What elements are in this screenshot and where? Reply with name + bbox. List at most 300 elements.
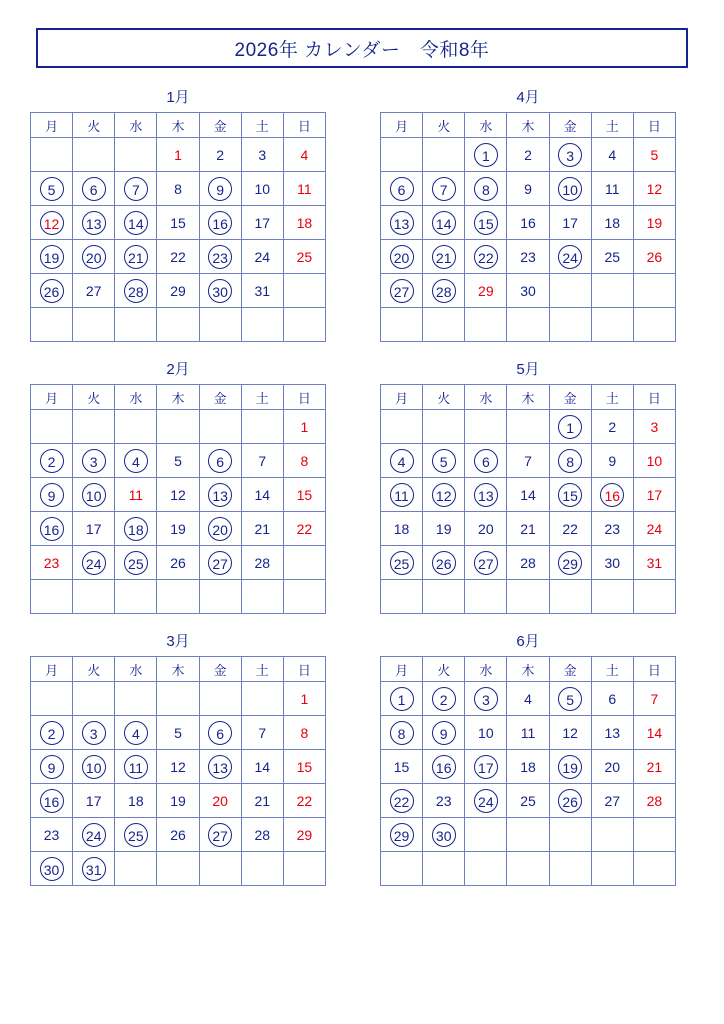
empty-cell xyxy=(241,852,283,886)
day-number: 6 xyxy=(474,449,498,473)
weekday-header: 月 xyxy=(381,113,423,138)
day-number: 20 xyxy=(208,517,232,541)
day-cell xyxy=(549,172,591,206)
weekday-header: 日 xyxy=(283,113,325,138)
day-cell xyxy=(633,682,675,716)
day-cell xyxy=(31,172,73,206)
empty-cell xyxy=(549,852,591,886)
day-number: 25 xyxy=(124,823,148,847)
day-cell xyxy=(283,172,325,206)
month-table xyxy=(380,656,676,886)
day-number: 1 xyxy=(558,415,582,439)
day-number: 11 xyxy=(390,483,414,507)
weekday-header: 金 xyxy=(549,385,591,410)
day-number: 27 xyxy=(85,282,102,299)
weekday-header: 土 xyxy=(241,113,283,138)
day-cell xyxy=(507,172,549,206)
day-cell xyxy=(283,750,325,784)
day-cell xyxy=(381,784,423,818)
weekday-header: 金 xyxy=(199,113,241,138)
day-cell xyxy=(241,138,283,172)
day-cell xyxy=(283,682,325,716)
day-cell xyxy=(507,138,549,172)
day-cell xyxy=(199,172,241,206)
day-cell xyxy=(507,274,549,308)
day-number: 18 xyxy=(128,792,144,809)
empty-cell xyxy=(199,308,241,342)
day-number: 29 xyxy=(390,823,414,847)
day-cell xyxy=(591,682,633,716)
empty-cell xyxy=(283,308,325,342)
day-number: 14 xyxy=(646,724,663,741)
empty-cell xyxy=(241,308,283,342)
day-cell xyxy=(283,784,325,818)
month-title: 3月 xyxy=(166,633,190,650)
day-number: 22 xyxy=(296,792,313,809)
day-cell xyxy=(115,818,157,852)
day-number: 24 xyxy=(646,520,663,537)
day-number: 18 xyxy=(296,214,313,231)
day-number: 17 xyxy=(85,520,102,537)
weekday-header: 水 xyxy=(115,657,157,682)
weekday-header: 火 xyxy=(423,385,465,410)
day-number: 2 xyxy=(432,687,456,711)
weekday-header: 土 xyxy=(241,657,283,682)
day-cell xyxy=(283,206,325,240)
weekday-header: 金 xyxy=(549,113,591,138)
weekday-header: 土 xyxy=(591,385,633,410)
day-cell xyxy=(73,274,115,308)
day-number: 21 xyxy=(646,758,663,775)
day-number: 7 xyxy=(432,177,456,201)
day-number: 28 xyxy=(254,554,271,571)
day-number: 21 xyxy=(520,520,536,537)
day-number: 27 xyxy=(604,792,621,809)
weekday-header: 月 xyxy=(31,113,73,138)
day-number: 8 xyxy=(390,721,414,745)
day-cell xyxy=(381,750,423,784)
day-cell xyxy=(241,784,283,818)
weekday-header: 木 xyxy=(507,385,549,410)
day-number: 1 xyxy=(300,690,309,707)
day-cell xyxy=(199,478,241,512)
day-cell xyxy=(283,444,325,478)
day-cell xyxy=(549,206,591,240)
day-number: 29 xyxy=(296,826,313,843)
week-row xyxy=(31,716,326,750)
empty-cell xyxy=(633,274,675,308)
day-number: 21 xyxy=(124,245,148,269)
week-row xyxy=(31,274,326,308)
day-number: 26 xyxy=(432,551,456,575)
week-row xyxy=(381,784,676,818)
day-number: 20 xyxy=(390,245,414,269)
day-number: 19 xyxy=(170,792,186,809)
week-row xyxy=(381,444,676,478)
empty-cell xyxy=(157,308,199,342)
month-block xyxy=(380,86,676,342)
empty-cell xyxy=(199,682,241,716)
day-number: 30 xyxy=(520,282,536,299)
empty-cell xyxy=(423,138,465,172)
day-number: 31 xyxy=(82,857,106,881)
empty-cell xyxy=(423,410,465,444)
week-row xyxy=(381,308,676,342)
day-cell xyxy=(283,512,325,546)
day-number: 6 xyxy=(608,690,617,707)
day-number: 8 xyxy=(174,180,182,197)
day-number: 9 xyxy=(608,452,617,469)
day-number: 19 xyxy=(170,520,186,537)
week-row xyxy=(381,682,676,716)
day-number: 9 xyxy=(432,721,456,745)
empty-cell xyxy=(549,580,591,614)
day-cell xyxy=(381,240,423,274)
day-number: 10 xyxy=(82,483,106,507)
day-cell xyxy=(507,784,549,818)
day-cell xyxy=(157,750,199,784)
day-number: 24 xyxy=(82,551,106,575)
day-cell xyxy=(507,512,549,546)
day-cell xyxy=(199,750,241,784)
day-number: 22 xyxy=(390,789,414,813)
day-cell xyxy=(115,240,157,274)
empty-cell xyxy=(465,818,507,852)
day-cell xyxy=(381,682,423,716)
day-cell xyxy=(591,410,633,444)
week-row xyxy=(31,512,326,546)
empty-cell xyxy=(157,580,199,614)
day-cell xyxy=(31,750,73,784)
day-number: 28 xyxy=(124,279,148,303)
day-cell xyxy=(73,478,115,512)
day-cell xyxy=(507,546,549,580)
day-cell xyxy=(115,206,157,240)
week-row xyxy=(31,852,326,886)
day-cell xyxy=(31,478,73,512)
day-number: 5 xyxy=(650,146,659,163)
day-cell xyxy=(381,206,423,240)
day-cell xyxy=(199,546,241,580)
day-number: 14 xyxy=(520,486,536,503)
day-cell xyxy=(31,444,73,478)
day-number: 2 xyxy=(40,721,64,745)
day-cell xyxy=(633,716,675,750)
weekday-header: 水 xyxy=(465,385,507,410)
weekday-header: 木 xyxy=(157,657,199,682)
week-row xyxy=(31,444,326,478)
empty-cell xyxy=(31,682,73,716)
day-cell xyxy=(241,818,283,852)
day-cell xyxy=(423,274,465,308)
day-cell xyxy=(115,274,157,308)
day-number: 22 xyxy=(562,520,578,537)
weekday-header-row xyxy=(381,113,676,138)
day-cell xyxy=(591,546,633,580)
day-cell xyxy=(591,784,633,818)
day-cell xyxy=(31,512,73,546)
weekday-header: 日 xyxy=(633,657,675,682)
empty-cell xyxy=(381,138,423,172)
day-number: 3 xyxy=(474,687,498,711)
day-number: 13 xyxy=(208,755,232,779)
day-number: 7 xyxy=(124,177,148,201)
day-cell xyxy=(591,750,633,784)
week-row xyxy=(31,172,326,206)
weekday-header: 月 xyxy=(31,657,73,682)
week-row xyxy=(31,580,326,614)
weekday-header: 日 xyxy=(283,657,325,682)
day-number: 15 xyxy=(558,483,582,507)
day-number: 29 xyxy=(478,282,494,299)
day-number: 3 xyxy=(558,143,582,167)
weekday-header: 水 xyxy=(465,657,507,682)
day-cell xyxy=(549,546,591,580)
day-cell xyxy=(633,444,675,478)
day-number: 12 xyxy=(646,180,663,197)
day-cell xyxy=(633,172,675,206)
day-number: 4 xyxy=(124,449,148,473)
day-cell xyxy=(283,410,325,444)
day-number: 24 xyxy=(558,245,582,269)
day-number: 17 xyxy=(474,755,498,779)
day-number: 8 xyxy=(474,177,498,201)
empty-cell xyxy=(549,818,591,852)
day-cell xyxy=(507,240,549,274)
day-number: 24 xyxy=(82,823,106,847)
day-cell xyxy=(31,206,73,240)
empty-cell xyxy=(465,852,507,886)
day-cell xyxy=(73,852,115,886)
empty-cell xyxy=(591,852,633,886)
day-number: 21 xyxy=(432,245,456,269)
month-table xyxy=(380,112,676,342)
weekday-header-row xyxy=(381,657,676,682)
day-number: 15 xyxy=(170,214,186,231)
week-row xyxy=(31,206,326,240)
day-cell xyxy=(31,716,73,750)
day-number: 6 xyxy=(208,449,232,473)
day-number: 27 xyxy=(208,823,232,847)
day-cell xyxy=(115,512,157,546)
empty-cell xyxy=(73,308,115,342)
day-number: 1 xyxy=(474,143,498,167)
day-cell xyxy=(591,206,633,240)
day-cell xyxy=(157,512,199,546)
day-number: 23 xyxy=(208,245,232,269)
empty-cell xyxy=(465,410,507,444)
empty-cell xyxy=(507,852,549,886)
day-cell xyxy=(283,716,325,750)
day-number: 26 xyxy=(558,789,582,813)
day-cell xyxy=(115,172,157,206)
page-title: 2026年 カレンダー 令和8年 xyxy=(234,39,490,61)
month-title: 4月 xyxy=(516,89,540,106)
day-cell xyxy=(283,818,325,852)
day-number: 29 xyxy=(170,282,186,299)
day-cell xyxy=(73,716,115,750)
empty-cell xyxy=(465,580,507,614)
empty-cell xyxy=(199,580,241,614)
day-number: 25 xyxy=(390,551,414,575)
day-number: 13 xyxy=(390,211,414,235)
day-number: 23 xyxy=(520,248,536,265)
day-number: 19 xyxy=(646,214,663,231)
day-cell xyxy=(73,240,115,274)
day-number: 10 xyxy=(254,180,271,197)
day-cell xyxy=(549,512,591,546)
empty-cell xyxy=(31,410,73,444)
day-number: 7 xyxy=(524,452,532,469)
empty-cell xyxy=(423,852,465,886)
day-number: 30 xyxy=(604,554,621,571)
day-cell xyxy=(591,138,633,172)
day-cell xyxy=(157,240,199,274)
month-table xyxy=(30,656,326,886)
title-bar xyxy=(36,28,688,68)
day-cell xyxy=(423,546,465,580)
day-number: 8 xyxy=(300,724,309,741)
empty-cell xyxy=(115,138,157,172)
day-number: 5 xyxy=(432,449,456,473)
week-row xyxy=(31,546,326,580)
empty-cell xyxy=(633,308,675,342)
weekday-header: 月 xyxy=(381,657,423,682)
day-number: 12 xyxy=(432,483,456,507)
day-cell xyxy=(73,818,115,852)
day-cell xyxy=(591,240,633,274)
day-number: 5 xyxy=(558,687,582,711)
day-cell xyxy=(507,206,549,240)
week-row xyxy=(381,274,676,308)
empty-cell xyxy=(115,410,157,444)
day-number: 16 xyxy=(40,517,64,541)
day-cell xyxy=(507,444,549,478)
empty-cell xyxy=(507,818,549,852)
day-cell xyxy=(423,478,465,512)
empty-cell xyxy=(73,682,115,716)
day-cell xyxy=(423,682,465,716)
day-number: 26 xyxy=(40,279,64,303)
empty-cell xyxy=(31,138,73,172)
week-row xyxy=(31,818,326,852)
empty-cell xyxy=(241,580,283,614)
empty-cell xyxy=(115,580,157,614)
day-number: 15 xyxy=(296,758,313,775)
day-cell xyxy=(199,444,241,478)
month-block xyxy=(30,630,326,886)
day-cell xyxy=(507,750,549,784)
day-number: 6 xyxy=(82,177,106,201)
weekday-header: 金 xyxy=(549,657,591,682)
month-block xyxy=(380,358,676,614)
day-number: 7 xyxy=(650,690,659,707)
day-number: 11 xyxy=(128,486,144,503)
empty-cell xyxy=(591,308,633,342)
day-cell xyxy=(381,444,423,478)
day-cell xyxy=(423,444,465,478)
day-number: 23 xyxy=(604,520,621,537)
empty-cell xyxy=(241,682,283,716)
day-cell xyxy=(465,172,507,206)
day-number: 26 xyxy=(170,826,186,843)
week-row xyxy=(381,852,676,886)
day-number: 16 xyxy=(208,211,232,235)
empty-cell xyxy=(73,580,115,614)
day-number: 1 xyxy=(300,418,309,435)
day-number: 22 xyxy=(296,520,313,537)
day-cell xyxy=(241,172,283,206)
day-cell xyxy=(31,240,73,274)
day-number: 2 xyxy=(608,418,617,435)
day-cell xyxy=(591,512,633,546)
day-number: 23 xyxy=(435,792,452,809)
day-number: 4 xyxy=(608,146,617,163)
day-number: 28 xyxy=(520,554,536,571)
week-row xyxy=(381,138,676,172)
day-cell xyxy=(199,274,241,308)
day-cell xyxy=(633,138,675,172)
day-number: 21 xyxy=(254,520,271,537)
weekday-header: 水 xyxy=(115,385,157,410)
day-number: 16 xyxy=(600,483,624,507)
day-cell xyxy=(241,206,283,240)
day-number: 8 xyxy=(300,452,309,469)
empty-cell xyxy=(507,308,549,342)
day-number: 20 xyxy=(212,792,228,809)
day-number: 20 xyxy=(604,758,621,775)
day-cell xyxy=(465,750,507,784)
empty-cell xyxy=(465,308,507,342)
day-number: 6 xyxy=(390,177,414,201)
month-title: 2月 xyxy=(166,361,190,378)
day-number: 9 xyxy=(40,483,64,507)
day-number: 13 xyxy=(82,211,106,235)
day-cell xyxy=(633,784,675,818)
weekday-header: 木 xyxy=(157,385,199,410)
day-cell xyxy=(423,512,465,546)
day-number: 10 xyxy=(646,452,663,469)
weekday-header: 火 xyxy=(73,113,115,138)
day-cell xyxy=(423,784,465,818)
day-number: 16 xyxy=(40,789,64,813)
empty-cell xyxy=(157,852,199,886)
day-number: 29 xyxy=(558,551,582,575)
day-cell xyxy=(283,478,325,512)
day-number: 26 xyxy=(170,554,186,571)
empty-cell xyxy=(199,852,241,886)
day-cell xyxy=(73,546,115,580)
month-table xyxy=(380,384,676,614)
empty-cell xyxy=(381,852,423,886)
day-cell xyxy=(199,818,241,852)
day-number: 3 xyxy=(82,721,106,745)
day-number: 25 xyxy=(296,248,313,265)
day-cell xyxy=(423,206,465,240)
day-number: 6 xyxy=(208,721,232,745)
day-number: 4 xyxy=(300,146,309,163)
day-cell xyxy=(549,444,591,478)
day-cell xyxy=(31,546,73,580)
day-number: 14 xyxy=(254,486,271,503)
day-cell xyxy=(73,784,115,818)
day-number: 16 xyxy=(520,214,536,231)
day-cell xyxy=(241,750,283,784)
day-cell xyxy=(115,750,157,784)
day-cell xyxy=(381,546,423,580)
day-cell xyxy=(423,818,465,852)
month-title: 6月 xyxy=(516,633,540,650)
